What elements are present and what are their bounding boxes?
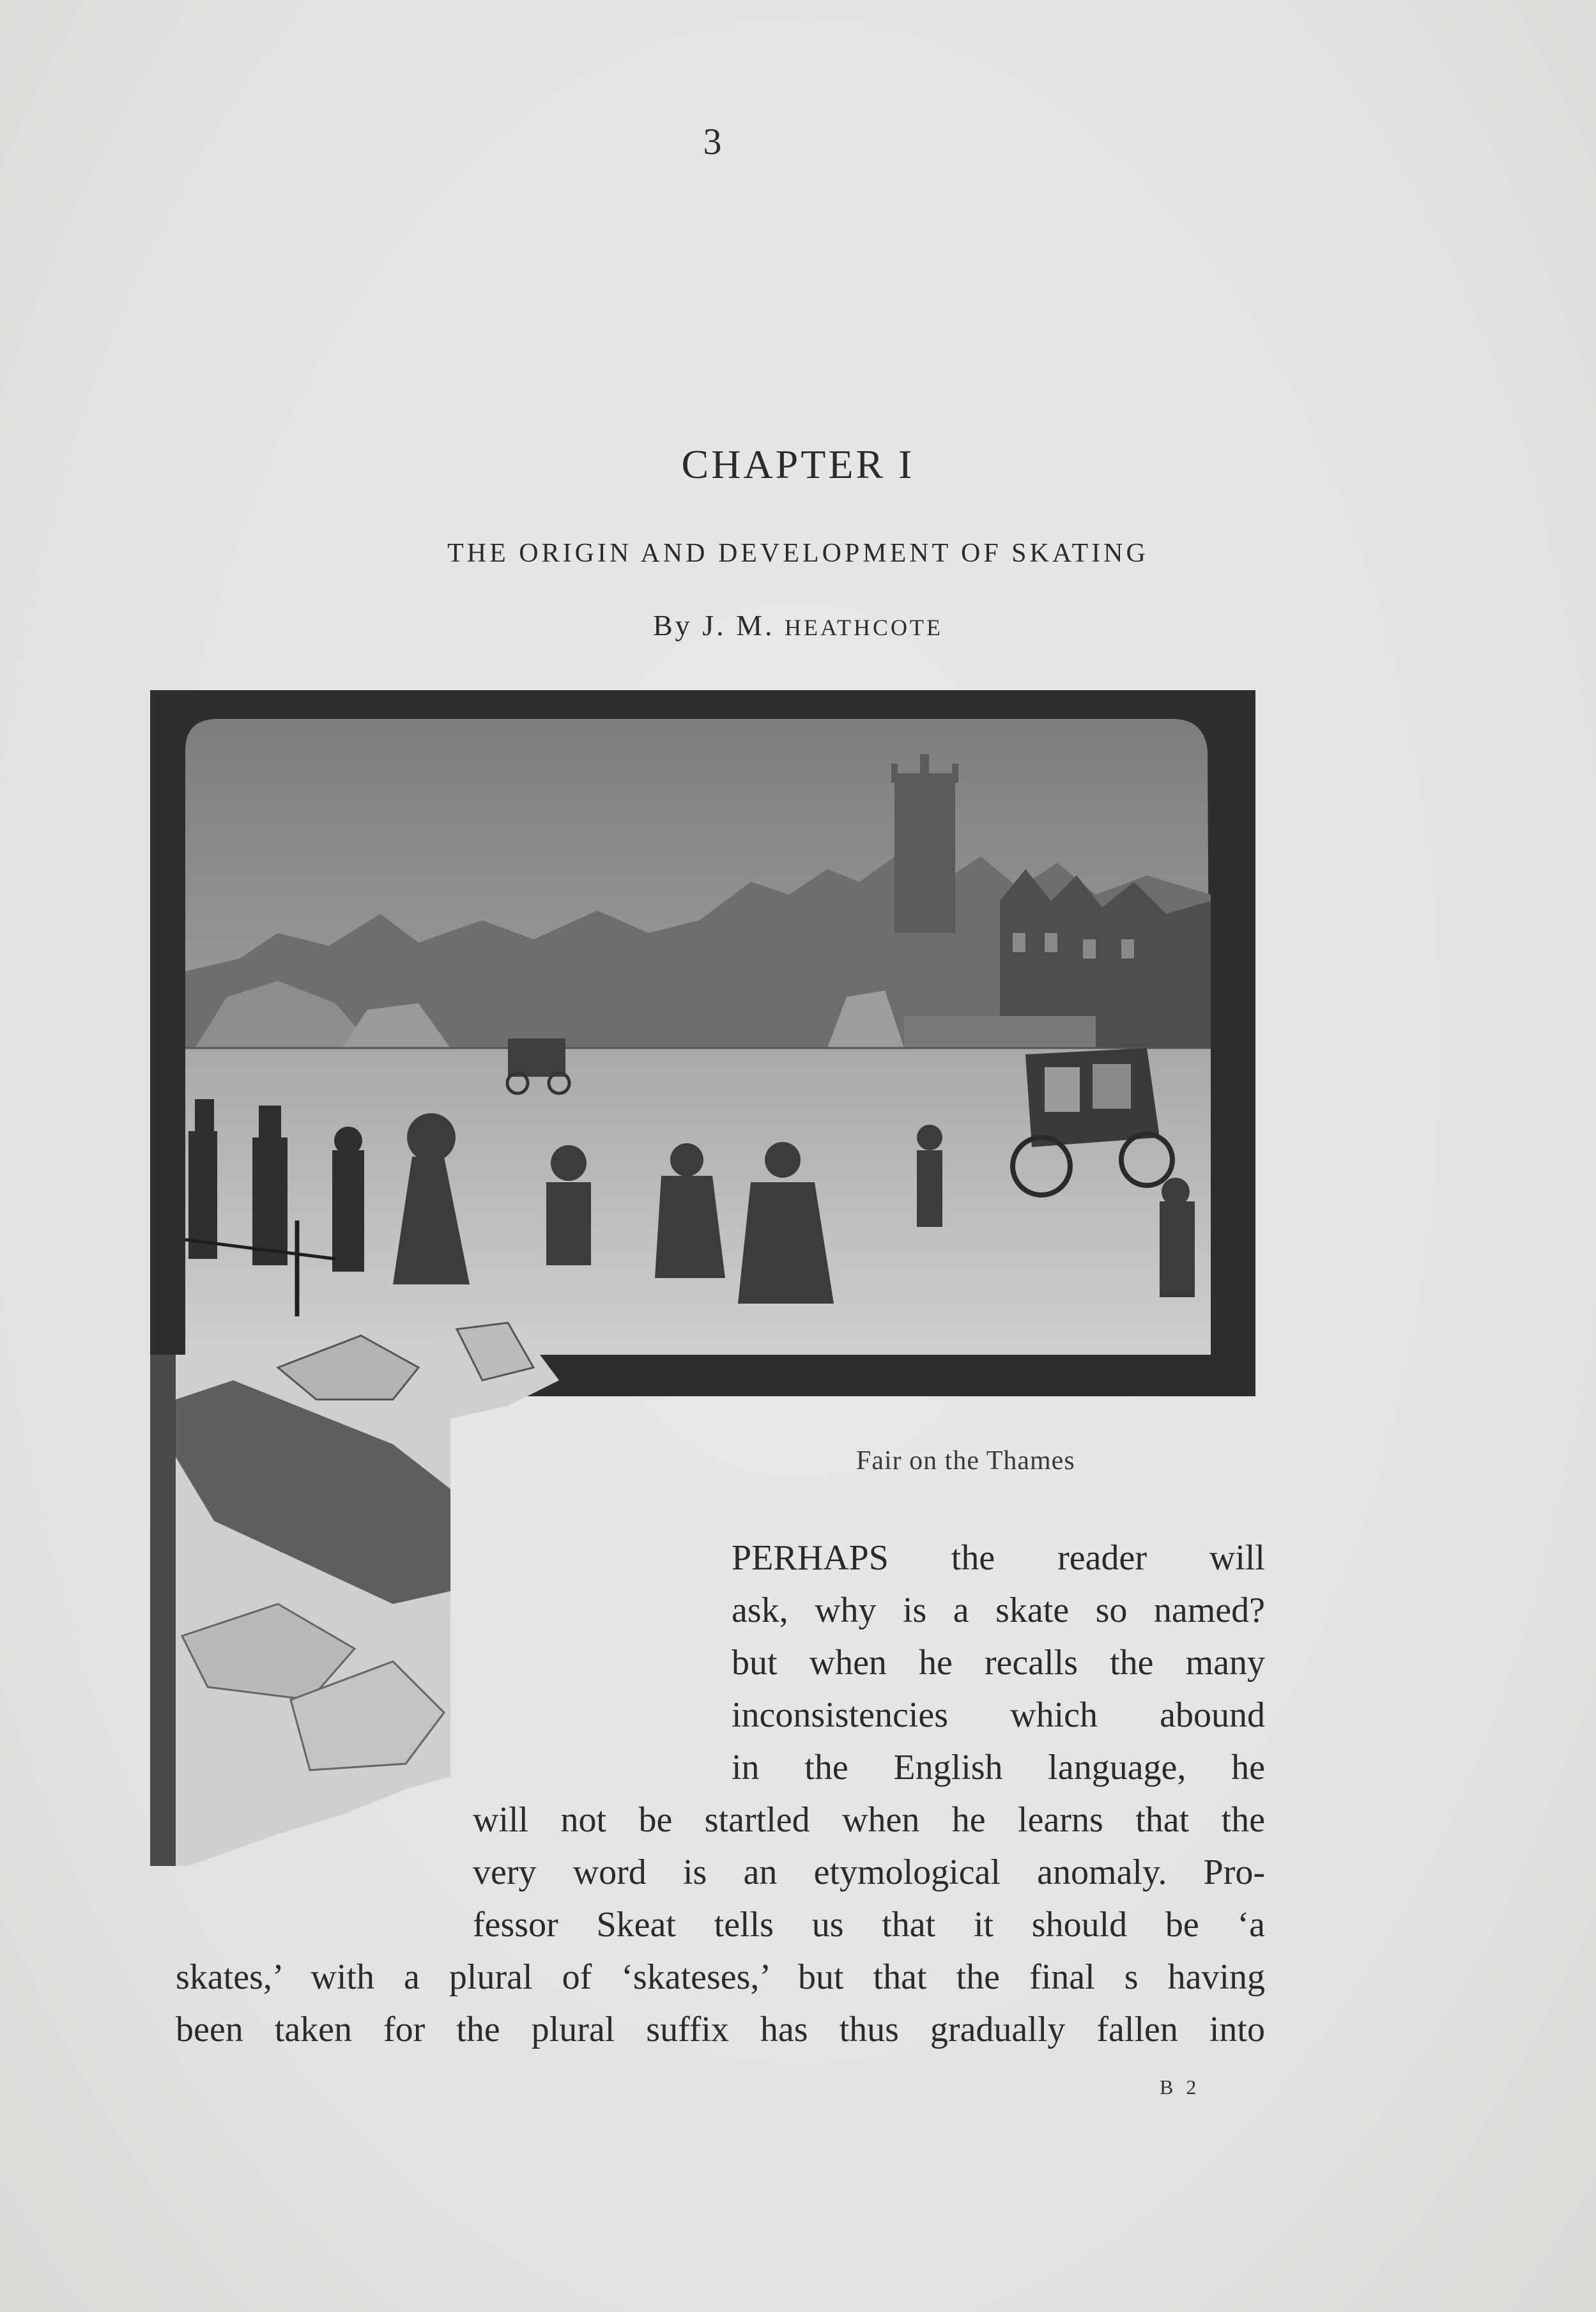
chapter-heading: CHAPTER I xyxy=(681,442,915,487)
page-number: 3 xyxy=(703,121,722,162)
body-line-9: skates,’ with a plural of ‘skateses,’ but that the final s having xyxy=(176,1957,1265,1997)
body-line-10: been taken for the plural suffix has thus gradually fallen into xyxy=(176,2010,1265,2049)
author-initials: J. M. xyxy=(702,609,775,642)
body-line-7: very word is an etymological anomaly. Pro- xyxy=(473,1853,1265,1892)
author-surname: HEATHCOTE xyxy=(785,615,943,640)
body-line-1: PERHAPS the reader will xyxy=(732,1538,1265,1578)
body-line-8: fessor Skeat tells us that it should be ‘a xyxy=(473,1905,1265,1945)
body-line-6: will not be startled when he learns that the xyxy=(473,1800,1265,1840)
chapter-title: THE ORIGIN AND DEVELOPMENT OF SKATING xyxy=(447,539,1149,568)
body-line-3: but when he recalls the many xyxy=(732,1643,1265,1683)
illustration-caption: Fair on the Thames xyxy=(856,1446,1075,1476)
body-line-2: ask, why is a skate so named? xyxy=(732,1591,1265,1630)
byline-by: By xyxy=(653,609,693,642)
body-line-5: in the English language, he xyxy=(732,1748,1265,1787)
fair-on-thames-illustration xyxy=(150,690,1255,1866)
body-line-4: inconsistencies which abound xyxy=(732,1695,1265,1735)
author-byline xyxy=(0,608,1596,642)
signature-mark: B 2 xyxy=(1160,2076,1201,2099)
